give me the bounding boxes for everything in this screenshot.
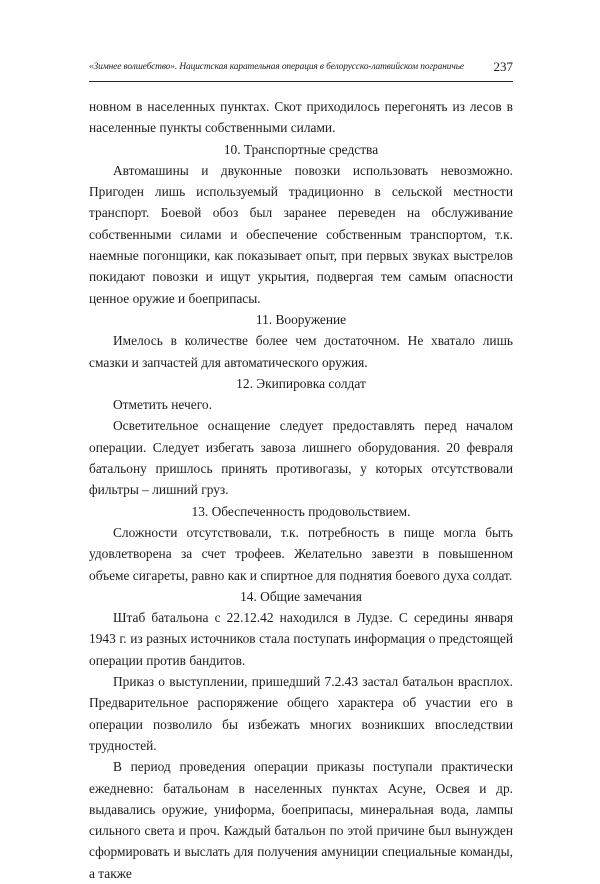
section-title: 13. Обеспеченность продовольствием. xyxy=(191,503,411,519)
section-title: 11. Вооружение xyxy=(255,311,347,327)
section-general-remarks xyxy=(89,586,513,884)
section-paragraph: Штаб батальона с 22.12.42 находился в Лудзе. С середины января 1943 г. из разных источников стала поступать информация о предстоящей операции против бандитов. xyxy=(89,610,513,668)
page-body xyxy=(89,96,513,884)
section-title: 10. Транспортные средства xyxy=(223,141,379,157)
section-paragraph: Имелось в количестве более чем достаточном. Не хватало лишь смазки и запчастей для автоматического оружия. xyxy=(89,333,513,370)
section-equipment xyxy=(89,373,513,501)
section-title: 14. Общие замечания xyxy=(240,588,362,604)
section-title: 12. Экипировка солдат xyxy=(236,375,366,391)
section-paragraph: В период проведения операции приказы поступали практически ежедневно: батальонам в населенных пунктах Асуне, Освея и др. выдавались оружие, униформа, боеприпасы, минеральная вода, лампы сильного света и проч. Каждый батальон по этой причине был вынужден сформировать и выслать для получения амуниции специальные команды, а также xyxy=(89,759,513,881)
section-paragraph: Сложности отсутствовали, т.к. потребность в пище могла быть удовлетворена за счет трофеев. Желательно завезти в повышенном объеме сигареты, равно как и спиртное для поднятия боевого духа солдат. xyxy=(89,524,513,583)
running-header xyxy=(89,59,513,82)
section-paragraph: Автомашины и двуконные повозки использовать невозможно. Пригоден лишь используемый традиционно в сельской местности транспорт. Боевой обоз был заранее переведен на обслуживание собственными силами и обеспечение собственным транспортом, т.к. наемные погонщики, как показывает опыт, при первых звуках выстрелов покидают повозки и ищут укрытия, подвергая тем самым опасности ценное оружие и боеприпасы. xyxy=(89,162,513,306)
section-paragraph: Осветительное оснащение следует предоставлять перед началом операции. Следует избегать завоза лишнего оборудования. 20 февраля батальону пришлось принять противогазы, у которых отсутствовали фильтры – лишний груз. xyxy=(89,418,513,498)
section-paragraph: Отметить нечего. xyxy=(113,397,212,413)
running-header-title: «Зимнее волшебство». Нацистская карательная операция в белорусско-латвийском пограничье xyxy=(89,62,464,72)
section-paragraph: Приказ о выступлении, пришедший 7.2.43 застал батальон врасплох. Предварительное распоряжение общего характера об участии его в операции позволило бы избежать многих возникших впоследствии трудностей. xyxy=(89,674,513,753)
section-armament xyxy=(89,309,513,373)
section-food-supply xyxy=(89,501,513,586)
page-number: 237 xyxy=(493,59,513,74)
intro-paragraph: новном в населенных пунктах. Скот приходилось перегонять из лесов в населенные пункты собственными силами. xyxy=(89,99,513,136)
section-transport xyxy=(89,139,513,309)
